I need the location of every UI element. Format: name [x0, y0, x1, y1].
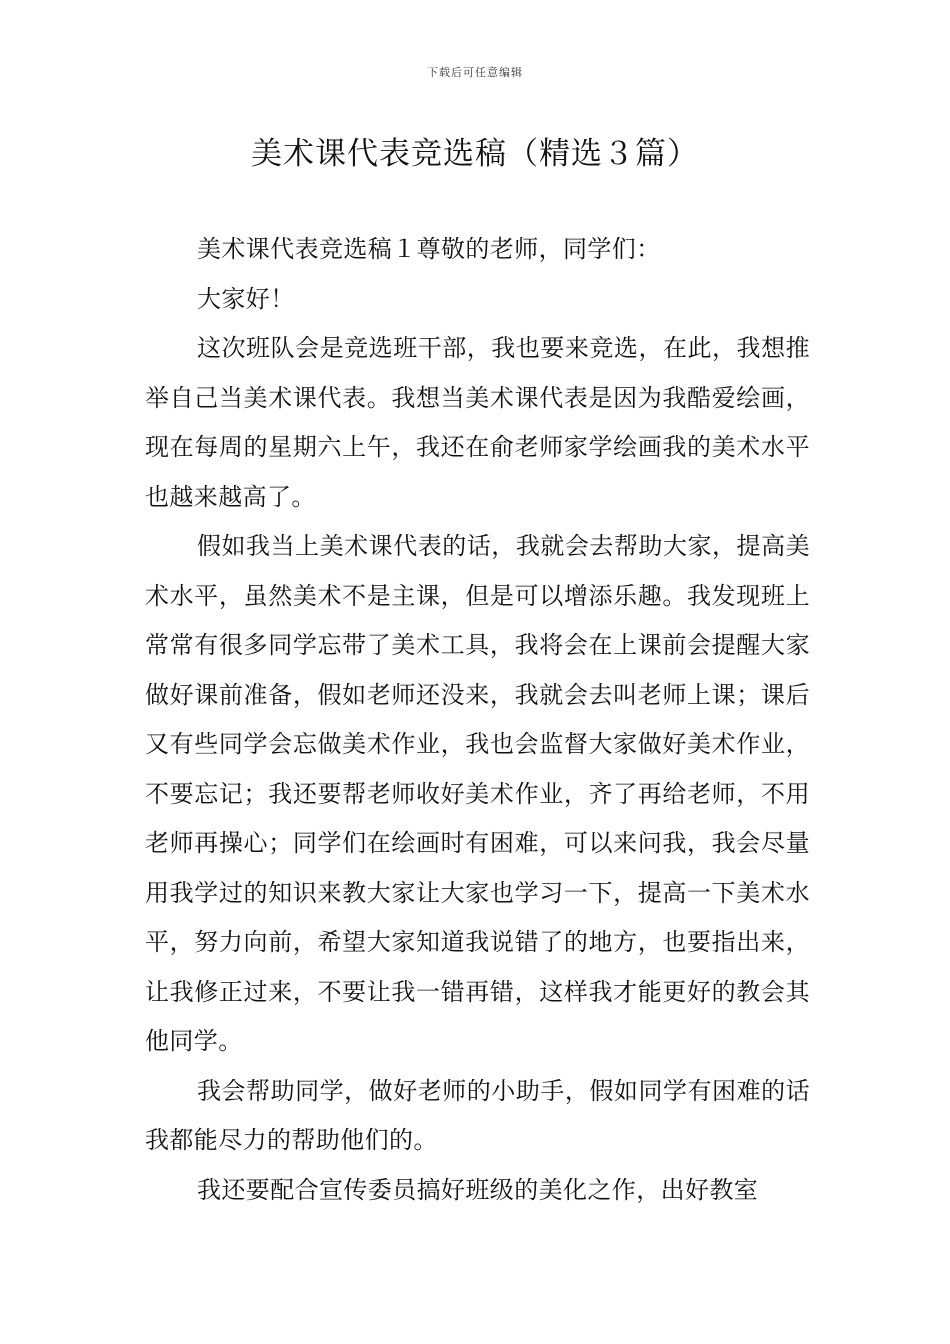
paragraph-greeting: 美术课代表竞选稿１尊敬的老师，同学们：	[197, 235, 661, 263]
document-body	[145, 225, 810, 1215]
paragraph-plan: 假如我当上美术课代表的话，我就会去帮助大家，提高美术水平，虽然美术不是主课，但是可以增添乐趣。我发现班上常常有很多同学忘带了美术工具，我将会在上课前会提醒大家做好课前准备，假如老师还没来，我就会去叫老师上课；课后又有些同学会忘做美术作业，我也会监督大家做好美术作业，不要忘记；我还要帮老师收好美术作业，齐了再给老师，不用老师再操心；同学们在绘画时有困难，可以来问我，我会尽量用我学过的知识来教大家让大家也学习一下，提高一下美术水平，努力向前，希望大家知道我说错了的地方，也要指出来，让我修正过来，不要让我一错再错，这样我才能更好的教会其他同学。	[145, 532, 810, 1055]
paragraph-intro: 这次班队会是竞选班干部，我也要来竞选，在此，我想推举自己当美术课代表。我想当美术课代表是因为我酷爱绘画，现在每周的星期六上午，我还在俞老师家学绘画我的美术水平也越来越高了。	[145, 334, 810, 511]
header-note: 下载后可任意编辑	[427, 66, 523, 79]
paragraph-hello: 大家好！	[197, 284, 295, 313]
paragraph-helper: 我会帮助同学，做好老师的小助手，假如同学有困难的话我都能尽力的帮助他们的。	[145, 1076, 810, 1154]
document-title: 美术课代表竞选稿（精选３篇）	[251, 136, 699, 172]
paragraph-decoration: 我还要配合宣传委员搞好班级的美化之作，出好教室	[197, 1175, 759, 1204]
